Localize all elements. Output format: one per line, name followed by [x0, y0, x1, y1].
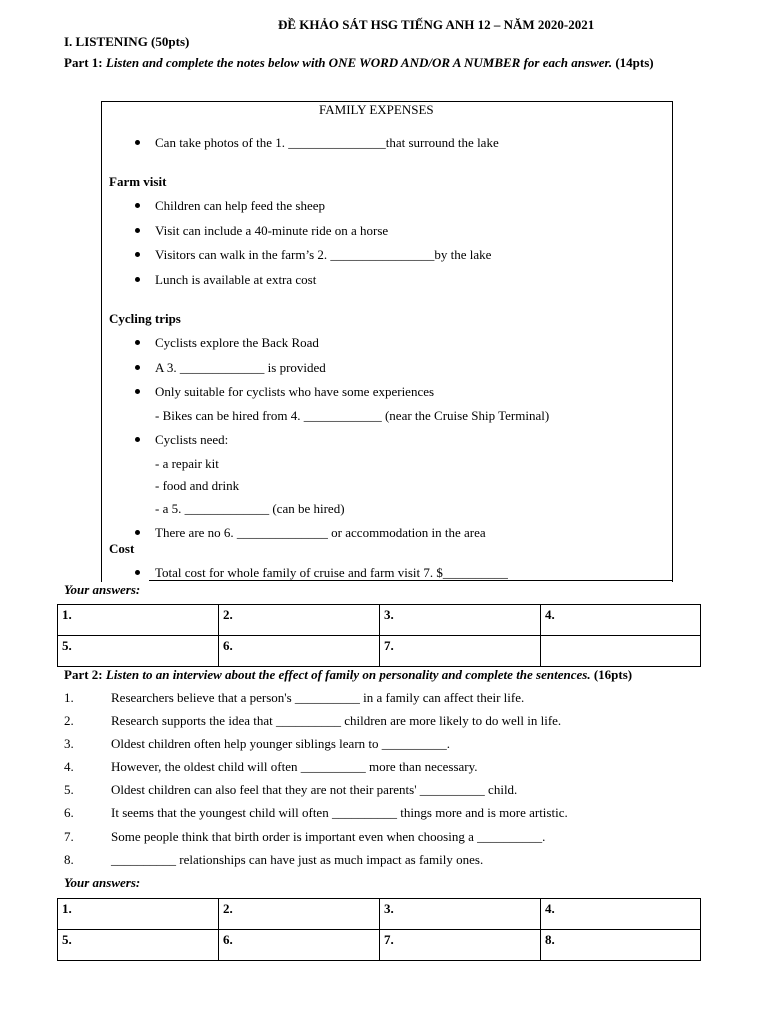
answer-cell[interactable]: 2.: [219, 899, 380, 930]
sentence-number: 8.: [64, 852, 74, 867]
bullet-icon: [135, 140, 140, 145]
cost-item: Total cost for whole family of cruise and farm visit 7. $__________: [155, 565, 508, 580]
bullet-icon: [135, 203, 140, 208]
part2-answer-table: [57, 898, 701, 961]
sentence-text: Some people think that birth order is important even when choosing a __________.: [111, 829, 546, 844]
sentence-number: 4.: [64, 759, 74, 774]
part1-points: (14pts): [615, 55, 654, 70]
farm-visit-heading: Farm visit: [109, 174, 167, 189]
cycling-subline: - a 5. _____________ (can be hired): [155, 501, 345, 516]
bullet-icon: [135, 340, 140, 345]
sentence-text: Oldest children often help younger siblings learn to __________.: [111, 736, 451, 751]
sentence-text: __________ relationships can have just as much impact as family ones.: [111, 852, 484, 867]
part2-instruction-text: Listen to an interview about the effect of family on personality and complete the sentences.: [105, 667, 591, 682]
farm-item: Children can help feed the sheep: [155, 198, 326, 213]
answer-cell[interactable]: 1.: [58, 899, 219, 930]
answer-cell[interactable]: 3.: [380, 899, 541, 930]
part1-label: Part 1:: [64, 55, 103, 70]
bullet-icon: [135, 365, 140, 370]
answer-cell[interactable]: 4.: [541, 899, 701, 930]
sentence-number: 3.: [64, 736, 74, 751]
answer-cell[interactable]: [541, 636, 701, 667]
bullet-icon: [135, 252, 140, 257]
part1-instruction-text: Listen and complete the notes below with ONE WORD AND/OR A NUMBER for each answer.: [105, 55, 613, 70]
bullet-icon: [135, 277, 140, 282]
table-row: [58, 605, 701, 636]
bullet-icon: [135, 437, 140, 442]
answer-cell[interactable]: 8.: [541, 930, 701, 961]
sentence-number: 2.: [64, 713, 74, 728]
part2-label: Part 2:: [64, 667, 103, 682]
cycling-subline: - Bikes can be hired from 4. ____________ (near the Cruise Ship Terminal): [155, 408, 550, 423]
cycling-item: Cyclists explore the Back Road: [155, 335, 319, 350]
cycling-subline: - food and drink: [155, 478, 240, 493]
answer-cell[interactable]: 7.: [380, 636, 541, 667]
part1-instruction: [64, 55, 654, 71]
bullet-icon: [135, 389, 140, 394]
bullet-icon: [135, 570, 140, 575]
farm-item: Visitors can walk in the farm’s 2. ________________by the lake: [155, 247, 492, 262]
sentence-number: 5.: [64, 782, 74, 797]
answer-cell[interactable]: 4.: [541, 605, 701, 636]
table-row: [58, 930, 701, 961]
sentence-text: Research supports the idea that __________ children are more likely to do well in life.: [111, 713, 562, 728]
part1-answer-table: [57, 604, 701, 667]
table-row: [58, 636, 701, 667]
sentence-text: It seems that the youngest child will often __________ things more and is more artistic.: [111, 805, 568, 820]
intro-bullet-text: Can take photos of the 1. _______________that surround the lake: [155, 135, 499, 150]
cycling-item: There are no 6. ______________ or accommodation in the area: [155, 525, 486, 540]
notes-box-title: FAMILY EXPENSES: [319, 102, 434, 117]
section-heading: I. LISTENING (50pts): [64, 34, 190, 49]
cycling-item: Only suitable for cyclists who have some experiences: [155, 384, 435, 399]
farm-item: Lunch is available at extra cost: [155, 272, 317, 287]
answer-cell[interactable]: 2.: [219, 605, 380, 636]
sentence-text: Oldest children can also feel that they are not their parents' __________ child.: [111, 782, 518, 797]
cycling-trips-heading: Cycling trips: [109, 311, 181, 326]
sentence-number: 1.: [64, 690, 74, 705]
document-title: ĐỀ KHẢO SÁT HSG TIẾNG ANH 12 – NĂM 2020-2021: [278, 17, 595, 32]
sentence-text: However, the oldest child will often __________ more than necessary.: [111, 759, 478, 774]
answer-cell[interactable]: 1.: [58, 605, 219, 636]
cycling-item: A 3. _____________ is provided: [155, 360, 326, 375]
cycling-item: Cyclists need:: [155, 432, 229, 447]
cost-heading: Cost: [109, 541, 135, 556]
sentence-text: Researchers believe that a person's __________ in a family can affect their life.: [111, 690, 525, 705]
answer-cell[interactable]: 5.: [58, 636, 219, 667]
answer-cell[interactable]: 7.: [380, 930, 541, 961]
cycling-subline: - a repair kit: [155, 456, 219, 471]
part2-answers-label: Your answers:: [64, 875, 141, 890]
part2-instruction: [64, 667, 632, 683]
answer-cell[interactable]: 6.: [219, 636, 380, 667]
bullet-icon: [135, 530, 140, 535]
table-row: [58, 899, 701, 930]
answer-cell[interactable]: 6.: [219, 930, 380, 961]
bullet-icon: [135, 228, 140, 233]
farm-item: Visit can include a 40-minute ride on a horse: [155, 223, 389, 238]
sentence-number: 6.: [64, 805, 74, 820]
sentence-number: 7.: [64, 829, 74, 844]
answer-cell[interactable]: 5.: [58, 930, 219, 961]
part2-points: (16pts): [593, 667, 633, 682]
part1-answers-label: Your answers:: [64, 582, 141, 597]
answer-cell[interactable]: 3.: [380, 605, 541, 636]
